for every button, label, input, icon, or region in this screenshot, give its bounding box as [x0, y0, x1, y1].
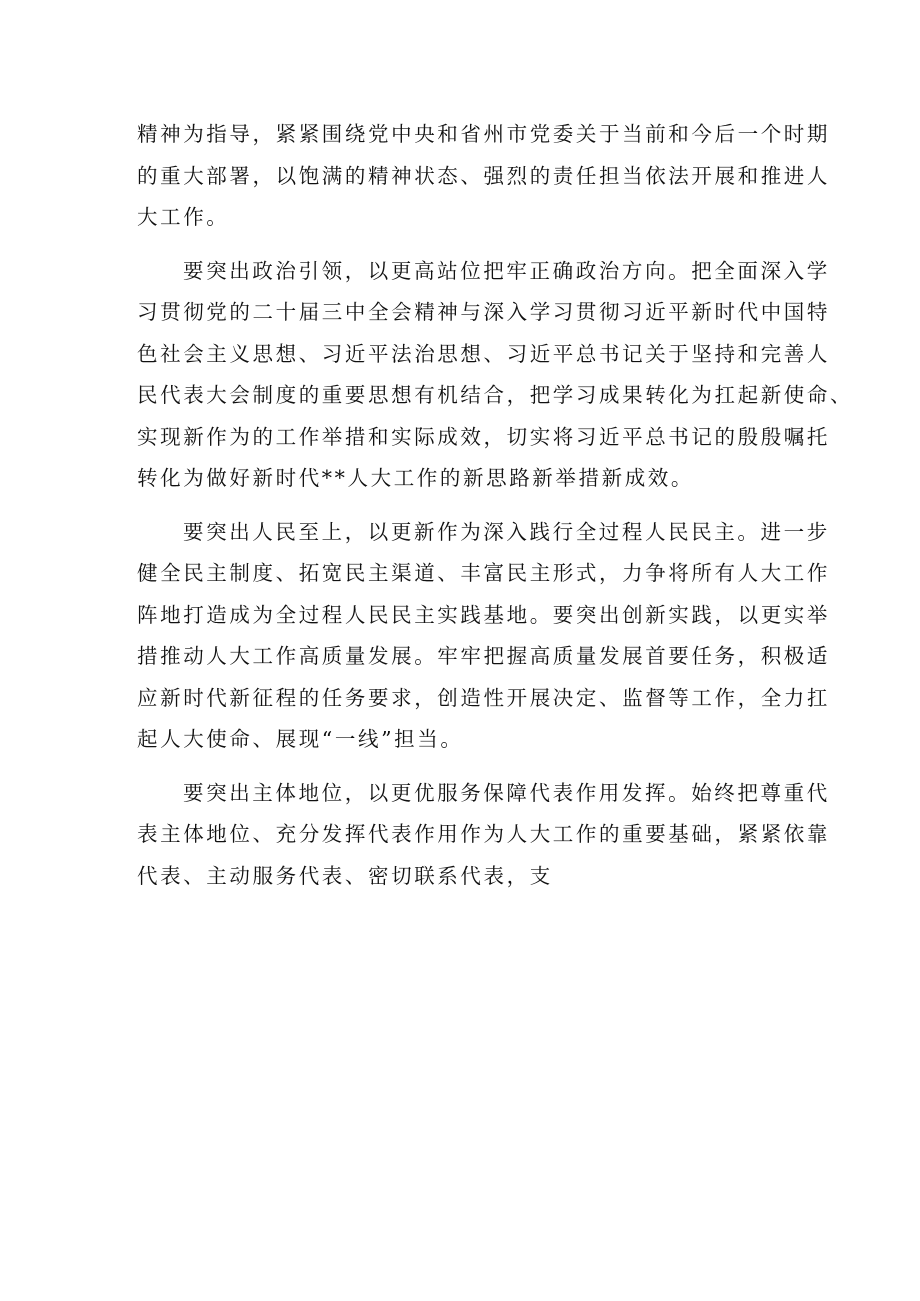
text-line: 的重大部署，以饱满的精神状态、强烈的责任担当依法开展和推进人: [137, 163, 830, 188]
text-line: 要突出政治引领，以更高站位把牢正确政治方向。把全面深入学: [183, 258, 830, 283]
text-line: 转化为做好新时代**人大工作的新思路新举措新成效。: [137, 466, 694, 490]
paragraph-2: [137, 251, 854, 500]
text-line: 要突出人民至上，以更新作为深入践行全过程人民民主。进一步: [183, 519, 830, 544]
paragraph-3: [137, 512, 830, 761]
text-line: 大工作。: [137, 205, 230, 229]
text-line: 实现新作为的工作举措和实际成效，切实将习近平总书记的殷殷嘱托: [137, 424, 830, 449]
text-line: 表主体地位、充分发挥代表作用作为人大工作的重要基础，紧紧依靠: [137, 822, 830, 846]
text-line: 阵地打造成为全过程人民民主实践基地。要突出创新实践，以更实举: [137, 602, 830, 627]
document-body: [137, 114, 854, 897]
text-line: 健全民主制度、拓宽民主渠道、丰富民主形式，力争将所有人大工作: [137, 561, 830, 585]
paragraph-4: [137, 773, 830, 898]
text-line: 措推动人大工作高质量发展。牢牢把握高质量发展首要任务，积极适: [137, 644, 830, 668]
text-line: 习贯彻党的二十届三中全会精神与深入学习贯彻习近平新时代中国特: [137, 300, 830, 324]
text-line: 精神为指导，紧紧围绕党中央和省州市党委关于当前和今后一个时期: [137, 122, 830, 146]
paragraph-1: [137, 114, 830, 239]
text-line: 色社会主义思想、习近平法治思想、习近平总书记关于坚持和完善人: [137, 341, 830, 366]
text-line: 民代表大会制度的重要思想有机结合，把学习成果转化为扛起新使命、: [137, 383, 854, 407]
text-line: 应新时代新征程的任务要求，创造性开展决定、监督等工作，全力扛: [137, 685, 830, 710]
text-line: 代表、主动服务代表、密切联系代表，支: [137, 863, 553, 888]
text-line: 起人大使命、展现“一线”担当。: [137, 727, 464, 751]
text-line: 要突出主体地位，以更优服务保障代表作用发挥。始终把尊重代: [183, 780, 830, 805]
